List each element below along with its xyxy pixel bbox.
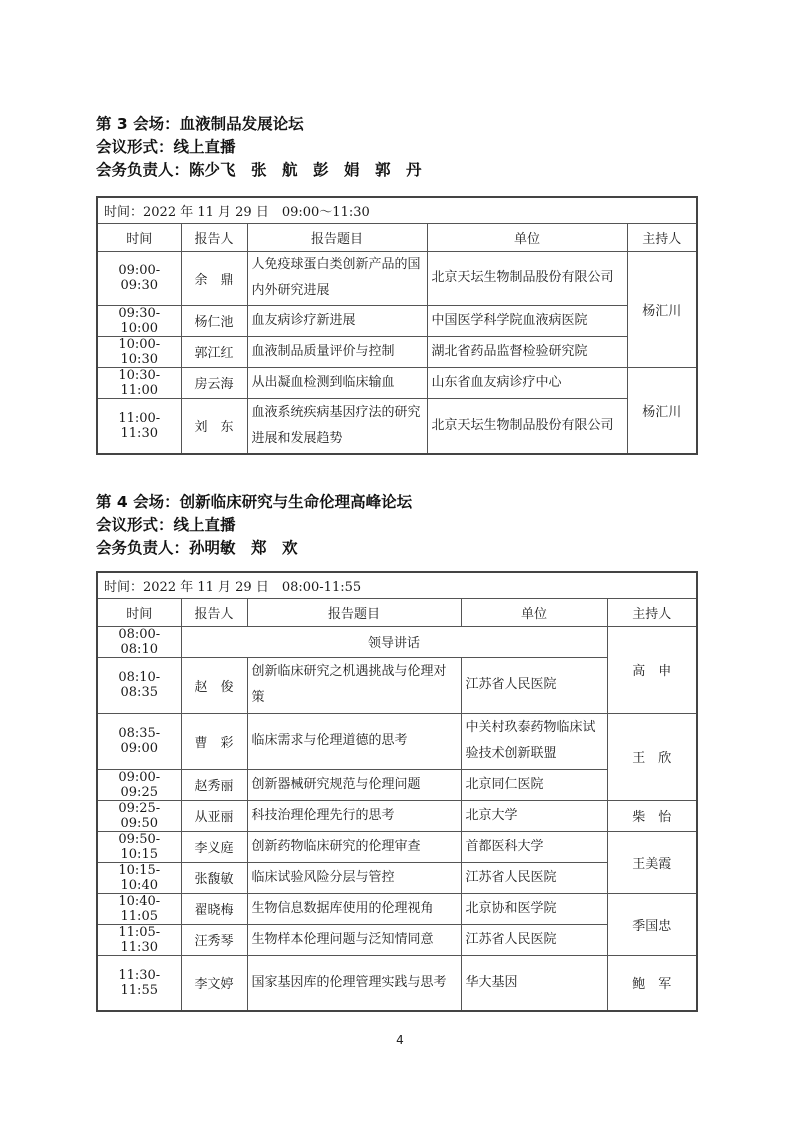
header-time: 时间 — [97, 598, 181, 626]
row-unit: 山东省血友病诊疗中心 — [427, 367, 627, 398]
row-time: 10:15-10:40 — [97, 862, 181, 893]
row-time: 09:30-10:00 — [97, 305, 181, 336]
row-unit: 北京天坛生物制品股份有限公司 — [427, 251, 627, 305]
row-time: 11:05-11:30 — [97, 924, 181, 955]
row-time: 09:25-09:50 — [97, 800, 181, 831]
row-topic: 临床试验风险分层与管控 — [247, 862, 461, 893]
row-topic: 创新器械研究规范与伦理问题 — [247, 769, 461, 800]
row-topic: 血液制品质量评价与控制 — [247, 336, 427, 367]
row-unit: 江苏省人民医院 — [461, 657, 607, 713]
table-row — [97, 251, 697, 305]
row-unit: 北京同仁医院 — [461, 769, 607, 800]
row-speaker: 刘 东 — [181, 398, 247, 454]
session3-time-bar: 时间：2022 年 11 月 29 日 09:00～11:30 — [97, 197, 697, 223]
header-host: 主持人 — [607, 598, 697, 626]
row-unit: 北京大学 — [461, 800, 607, 831]
row-unit: 中关村玖泰药物临床试验技术创新联盟 — [461, 713, 607, 769]
row-time: 10:00-10:30 — [97, 336, 181, 367]
table-row — [97, 336, 697, 367]
opening-remarks: 领导讲话 — [181, 626, 607, 657]
row-host: 杨汇川 — [627, 251, 697, 367]
row-host: 柴 怡 — [607, 800, 697, 831]
row-topic: 创新临床研究之机遇挑战与伦理对策 — [247, 657, 461, 713]
row-speaker: 汪秀琴 — [181, 924, 247, 955]
session3-title: 第 3 会场：血液制品发展论坛 — [96, 115, 304, 133]
row-time: 09:50-10:15 — [97, 831, 181, 862]
session4-heading — [96, 491, 412, 560]
row-speaker: 杨仁池 — [181, 305, 247, 336]
row-time: 10:40-11:05 — [97, 893, 181, 924]
row-topic: 科技治理伦理先行的思考 — [247, 800, 461, 831]
row-speaker: 赵 俊 — [181, 657, 247, 713]
row-unit: 北京天坛生物制品股份有限公司 — [427, 398, 627, 454]
row-topic: 生物样本伦理问题与泛知情同意 — [247, 924, 461, 955]
table-row — [97, 367, 697, 398]
row-time: 10:30-11:00 — [97, 367, 181, 398]
row-speaker: 李文婷 — [181, 955, 247, 1011]
table-row — [97, 626, 697, 657]
row-unit: 江苏省人民医院 — [461, 924, 607, 955]
row-host: 王美霞 — [607, 831, 697, 893]
row-speaker: 李义庭 — [181, 831, 247, 862]
session4-title: 第 4 会场：创新临床研究与生命伦理高峰论坛 — [96, 493, 413, 511]
header-speaker: 报告人 — [181, 598, 247, 626]
row-unit: 江苏省人民医院 — [461, 862, 607, 893]
row-topic: 临床需求与伦理道德的思考 — [247, 713, 461, 769]
header-topic: 报告题目 — [247, 223, 427, 251]
table-row — [97, 955, 697, 1011]
row-host: 鲍 军 — [607, 955, 697, 1011]
session4-schedule-table — [96, 571, 698, 1012]
row-topic: 人免疫球蛋白类创新产品的国内外研究进展 — [247, 251, 427, 305]
row-topic: 血液系统疾病基因疗法的研究进展和发展趋势 — [247, 398, 427, 454]
row-time: 08:00-08:10 — [97, 626, 181, 657]
header-speaker: 报告人 — [181, 223, 247, 251]
row-host: 王 欣 — [607, 713, 697, 800]
header-host: 主持人 — [627, 223, 697, 251]
session4-organizers: 会务负责人：孙明敏 郑 欢 — [96, 539, 298, 557]
row-time: 08:10-08:35 — [97, 657, 181, 713]
row-speaker: 房云海 — [181, 367, 247, 398]
row-time: 11:00-11:30 — [97, 398, 181, 454]
row-topic: 生物信息数据库使用的伦理视角 — [247, 893, 461, 924]
row-speaker: 余 鼎 — [181, 251, 247, 305]
row-time: 09:00-09:30 — [97, 251, 181, 305]
session3-heading — [96, 113, 422, 182]
table-row — [97, 800, 697, 831]
row-unit: 中国医学科学院血液病医院 — [427, 305, 627, 336]
row-time: 11:30-11:55 — [97, 955, 181, 1011]
table-row — [97, 893, 697, 924]
row-unit: 首都医科大学 — [461, 831, 607, 862]
header-unit: 单位 — [427, 223, 627, 251]
header-time: 时间 — [97, 223, 181, 251]
row-time: 09:00-09:25 — [97, 769, 181, 800]
row-topic: 国家基因库的伦理管理实践与思考 — [247, 955, 461, 1011]
session4-time-bar: 时间：2022 年 11 月 29 日 08:00-11:55 — [97, 572, 697, 598]
table-row — [97, 831, 697, 862]
session3-schedule-table — [96, 196, 698, 455]
session3-format: 会议形式：线上直播 — [96, 138, 236, 156]
row-host: 季国忠 — [607, 893, 697, 955]
header-topic: 报告题目 — [247, 598, 461, 626]
table-row — [97, 713, 697, 769]
row-speaker: 曹 彩 — [181, 713, 247, 769]
table-row — [97, 305, 697, 336]
row-speaker: 张馥敏 — [181, 862, 247, 893]
table-row — [97, 398, 697, 454]
row-time: 08:35-09:00 — [97, 713, 181, 769]
row-unit: 湖北省药品监督检验研究院 — [427, 336, 627, 367]
row-speaker: 翟晓梅 — [181, 893, 247, 924]
row-topic: 从出凝血检测到临床输血 — [247, 367, 427, 398]
row-topic: 创新药物临床研究的伦理审查 — [247, 831, 461, 862]
row-speaker: 郭江红 — [181, 336, 247, 367]
session4-format: 会议形式：线上直播 — [96, 516, 236, 534]
session3-organizers: 会务负责人：陈少飞 张 航 彭 娟 郭 丹 — [96, 161, 422, 179]
page-number: 4 — [396, 1033, 404, 1047]
row-speaker: 赵秀丽 — [181, 769, 247, 800]
row-host: 高 申 — [607, 626, 697, 713]
row-speaker: 从亚丽 — [181, 800, 247, 831]
row-unit: 华大基因 — [461, 955, 607, 1011]
row-topic: 血友病诊疗新进展 — [247, 305, 427, 336]
row-host: 杨汇川 — [627, 367, 697, 454]
header-unit: 单位 — [461, 598, 607, 626]
row-unit: 北京协和医学院 — [461, 893, 607, 924]
